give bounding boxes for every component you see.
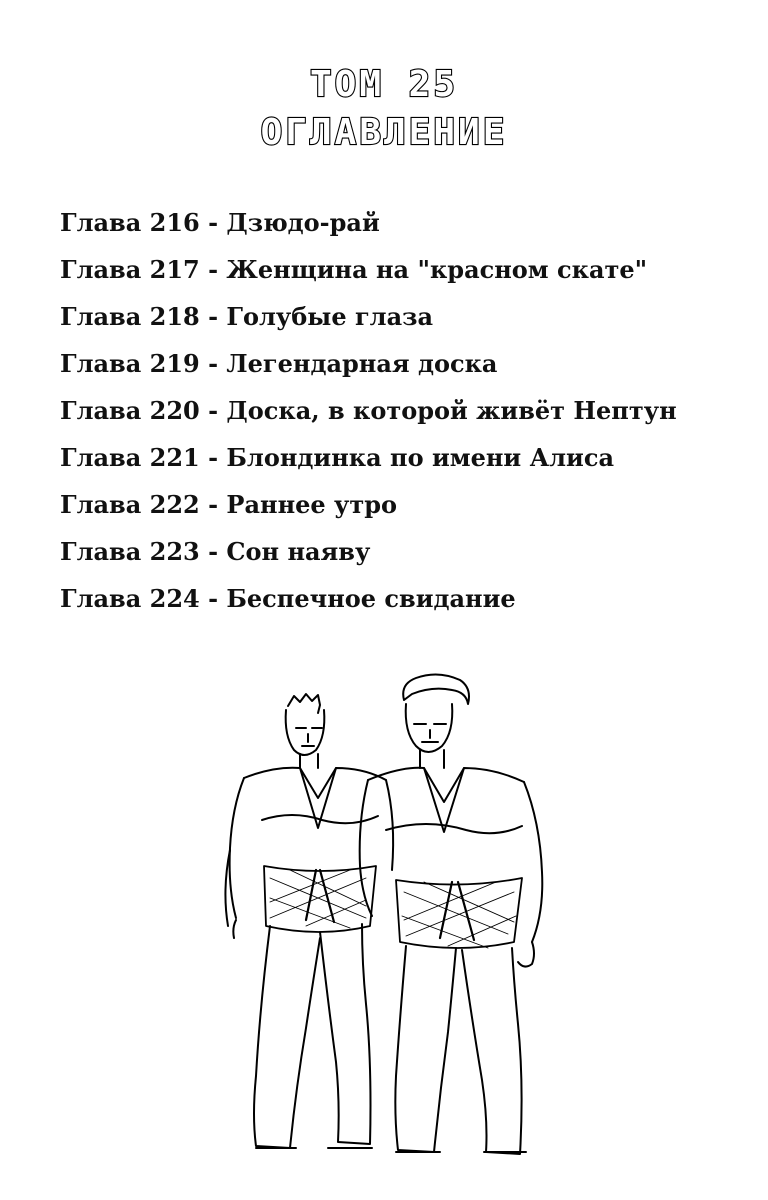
chapter-item [60, 439, 677, 486]
chapter-item [60, 486, 677, 533]
left-figure [225, 694, 393, 1148]
chapter-name: Беспечное свидание [226, 584, 516, 613]
chapter-item [60, 580, 677, 627]
chapter-item [60, 392, 677, 439]
contents-heading: ОГЛАВЛЕНИЕ [260, 112, 508, 153]
chapter-name: Сон наяву [226, 537, 371, 566]
chapter-item [60, 533, 677, 580]
chapter-number: Глава 218 - [60, 302, 226, 331]
chapter-number: Глава 217 - [60, 255, 226, 284]
volume-title: ТОМ 25 [309, 64, 459, 105]
chapter-item [60, 251, 677, 298]
chapter-name: Блондинка по имени Алиса [226, 443, 615, 472]
chapter-name: Доска, в которой живёт Нептун [226, 396, 677, 425]
chapter-number: Глава 224 - [60, 584, 226, 613]
illustration-two-judoka [200, 670, 580, 1170]
chapter-number: Глава 220 - [60, 396, 226, 425]
chapter-number: Глава 216 - [60, 208, 226, 237]
chapter-name: Раннее утро [226, 490, 398, 519]
chapter-name: Дзюдо-рай [226, 208, 380, 237]
chapter-item [60, 204, 677, 251]
chapter-name: Женщина на "красном скате" [226, 255, 648, 284]
chapter-item [60, 345, 677, 392]
chapter-number: Глава 223 - [60, 537, 226, 566]
chapter-item [60, 298, 677, 345]
chapter-list [60, 204, 677, 627]
chapter-name: Легендарная доска [226, 349, 498, 378]
chapter-number: Глава 219 - [60, 349, 226, 378]
chapter-number: Глава 221 - [60, 443, 226, 472]
chapter-name: Голубые глаза [226, 302, 434, 331]
chapter-number: Глава 222 - [60, 490, 226, 519]
right-figure [360, 674, 543, 1154]
